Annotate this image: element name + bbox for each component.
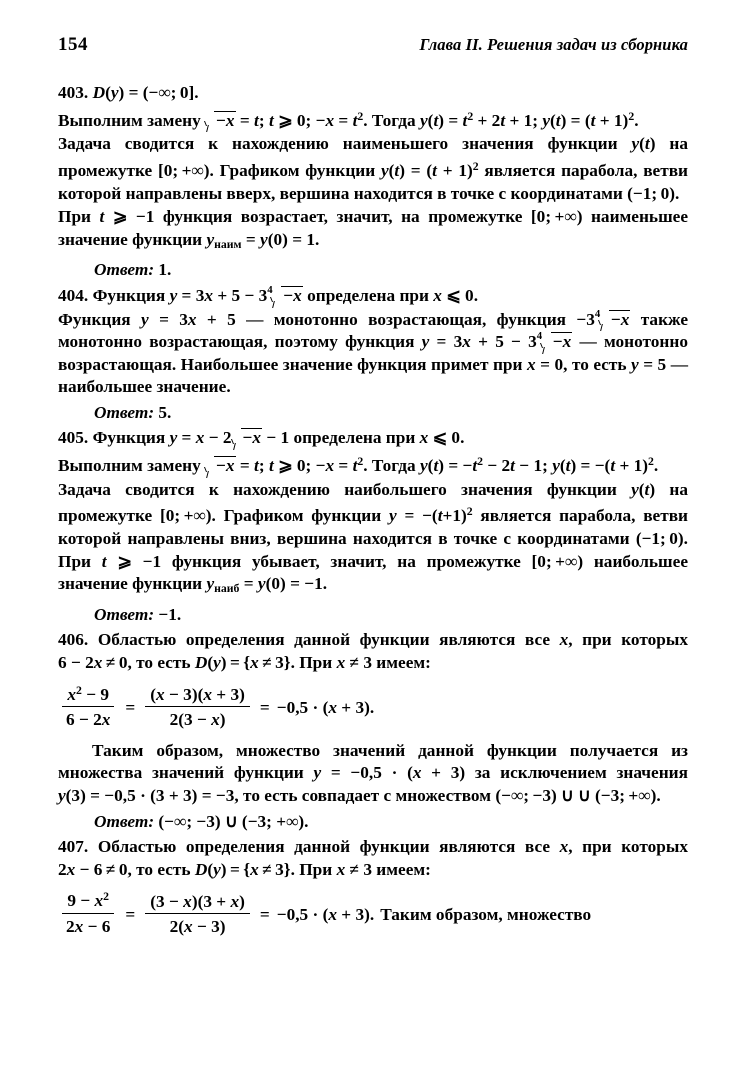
item-407-number: 407. [58,837,89,857]
item-403-line-2: Выполним замену −x = t; t ⩾ 0; $-x = t^2$. Тогда $y(t) = t^2 + 2t + 1$; $y(t) = (t + 1)^2$. [58,106,688,133]
item-405-answer [58,604,688,627]
solution-item-403 [58,82,688,282]
page-number: 154 [58,34,88,55]
item-406-line-1: 406. Областью определения данной функции являются все x, при которых 6 − 2x ≠ 0, то есть D(y) = {x ≠ 3}. При x ≠ 3 имеем: [58,630,688,672]
item-403-line-4: При t ⩾ −1 функция возрастает, значит, на промежутке [0; +∞) наименьшее значение функции $y_{наим} = y(0) = 1$. [58,207,688,251]
answer-value: 5. [158,402,172,422]
answer-label: Ответ: [94,260,155,280]
solution-item-407 [58,836,688,938]
answer-value: (−∞; −3) ∪ (−3; +∞). [158,811,309,831]
answer-value: −1. [158,604,182,624]
item-405-number: 405. [58,428,89,448]
answer-label: Ответ: [94,604,155,624]
item-407-tail-text: Таким образом, множество [380,904,592,924]
item-404-line-2: Функция y = 3x + 5 — монотонно возрастающая, функция −3 4 −x также монотонно возрастающая, поэтому функция y = 3x + 5 − 3 4 −x — монотонно возрастающая. Наибольшее значение функция примет при x = 0, то есть y = 5 — наибольшее значение. [58,307,689,397]
item-404-line-1: 404. Функция y = 3x + 5 − 3 4 −x определена при x ⩽ 0. [58,285,688,308]
answer-value: 1. [158,260,172,280]
item-407-equation: $\frac{9 - x^2}{2x - 6}$ = $\frac{(3 - x)(3 + x)}{2(x - 3)}$ = −0,5 · (x + 3). Таким образом, множество [58,890,688,937]
item-407-line-1: 407. Областью определения данной функции являются все x, при которых 2x − 6 ≠ 0, то есть D(y) = {x ≠ 3}. При x ≠ 3 имеем: [58,837,688,879]
item-406-line-3: Таким образом, множество значений данной функции получается из множества значений функции y = −0,5 · (x + 3) за исключением значения y(3) = −0,5 · (3 + 3) = −3, то есть совпадает с множеством (−∞; −3) ∪ ∪ (−3; +∞). [58,740,688,806]
fraction-x2-9-over-6-2x: $\frac{x^2 - 9}{6 - 2x}$ [61,684,115,731]
fraction-factored-407: $\frac{(3 - x)(3 + x)}{2(x - 3)}$ [145,891,250,938]
item-406-number: 406. [58,630,89,650]
answer-label: Ответ: [94,402,155,422]
page-content [58,34,688,947]
item-406-answer [58,811,688,834]
item-405-line-3: Задача сводится к нахождению наибольшего значения функции y(t) на промежутке [0; +∞). Графиком функции $y = -(t+1)^2$ является парабола, ветви которой направлены вниз, вершина находится в точке с координатами (−1; 0). При t ⩾ −1 функция убывает, значит, на промежутке [0; +∞) наибольшее значение функции $y_{наиб} = y(0) = -1$. [58,479,688,596]
item-405-line-2: Выполним замену −x = t; t ⩾ 0; $-x = t^2$. Тогда $y(t) = -t^2 - 2t - 1$; $y(t) = -(t + 1)^2$. [58,451,688,478]
item-405-line-1: 405. Функция y = x − 2 −x − 1 определена при x ⩽ 0. [58,427,688,450]
item-406-equation: $\frac{x^2 - 9}{6 - 2x}$ = $\frac{(x - 3)(x + 3)}{2(3 - x)}$ = −0,5 · (x + 3). [58,684,688,731]
solution-item-405 [58,427,688,626]
item-404-answer [58,402,688,425]
item-403-line-3: Задача сводится к нахождению наименьшего значения функции y(t) на промежутке [0; +∞). Графиком функции $y(t) = (t + 1)^2$ является парабола, ветви которой направлены вверх, вершина находится в точке с координатами (−1; 0). [58,134,688,203]
item-403-line-1: 403. D(y) = (−∞; 0]. [58,83,199,102]
solution-item-406 [58,629,688,833]
answer-label: Ответ: [94,811,155,831]
page-header [58,34,688,56]
fraction-factored-406: $\frac{(x - 3)(x + 3)}{2(3 - x)}$ [145,684,250,731]
solution-item-404 [58,285,688,425]
fraction-9-x2-over-2x-6: $\frac{9 - x^2}{2x - 6}$ [61,890,115,937]
item-403-number: 403. [58,83,89,102]
running-title: Глава II. Решения задач из сборника [419,35,688,54]
item-404-number: 404. [58,285,89,305]
item-403-answer [58,259,688,282]
